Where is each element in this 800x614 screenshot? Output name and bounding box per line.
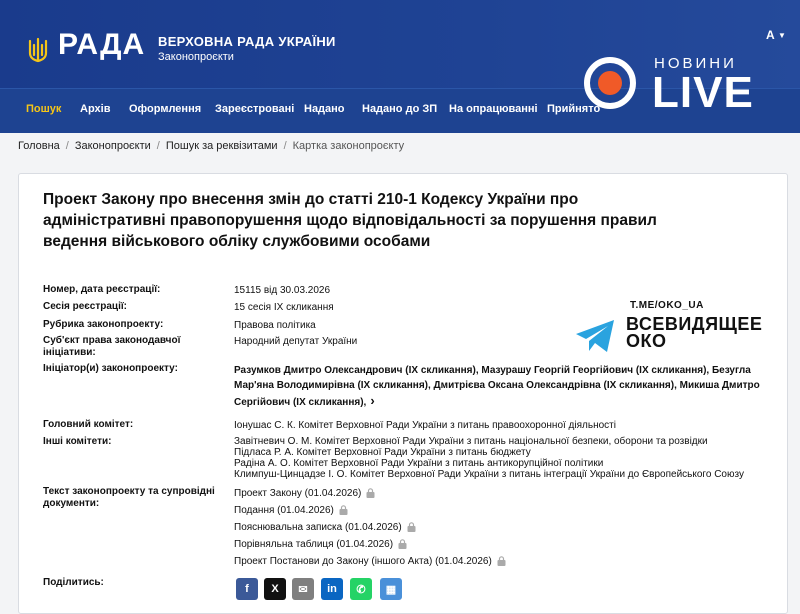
other-committee-item: Климпуш-Цинцадзе І. О. Комітет Верховної Ради України з питань інтеграції України до Європейського Союзу [234, 469, 744, 480]
nav-item-registered[interactable]: Зареєстровані [215, 103, 295, 115]
document-link-label[interactable]: Пояснювальна записка (01.04.2026) [234, 522, 402, 533]
bill-title: Проект Закону про внесення змін до статті 210-1 Кодексу України про адміністративні правопорушення щодо відповідальності за порушення правил ведення військового обліку службовими особами [43, 191, 657, 250]
watermark-live-small: НОВИНИ [654, 55, 737, 72]
breadcrumb-home[interactable]: Головна [18, 140, 60, 152]
nav-item-registration[interactable]: Оформлення [129, 103, 202, 115]
lock-icon [497, 556, 506, 566]
breadcrumb-search[interactable]: Пошук за реквізитами [165, 140, 278, 152]
document-link[interactable] [234, 556, 506, 567]
other-committee-item: Радіна А. О. Комітет Верховної Ради України з питань антикорупційної політики [234, 458, 604, 469]
value-rubric: Правова політика [234, 320, 316, 331]
watermark-name-line: ОКО [626, 331, 667, 351]
label-share: Поділитись: [43, 577, 104, 588]
nav-item-provided-zp[interactable]: Надано до ЗП [362, 103, 438, 115]
qr-code-icon[interactable]: ▦ [380, 578, 402, 600]
label-main-committee: Головний комітет: [43, 419, 134, 430]
site-header [0, 0, 800, 133]
value-main-committee: Іонушас С. К. Комітет Верховної Ради України з питань правоохоронної діяльності [234, 420, 616, 431]
watermark-telegram-url: T.ME/OKO_UA [630, 300, 704, 311]
bill-card [18, 173, 788, 614]
breadcrumb [18, 140, 404, 152]
lock-icon [366, 488, 375, 498]
nav-item-provided[interactable]: Надано [304, 103, 345, 115]
breadcrumb-separator: / [65, 140, 69, 152]
watermark-telegram-name [626, 316, 762, 350]
initiators-text[interactable]: Разумков Дмитро Олександрович (IX скликання), Мазурашу Георгій Георгійович (IX скликання), Безугла Мар'яна Володимирівна (IX скликання), Дмитрієва Оксана Олександрівна (IX скликання), Микиша Дмитро Сергійович (IX скликання), [234, 365, 760, 408]
other-committee-item: Підласа Р. А. Комітет Верховної Ради України з питань бюджету [234, 447, 531, 458]
nav-item-archive[interactable]: Архів [80, 103, 111, 115]
label-rubric: Рубрика законопроекту: [43, 319, 164, 330]
lock-icon [339, 505, 348, 515]
nav-item-in-progress[interactable]: На опрацюванні [449, 103, 538, 115]
facebook-icon[interactable]: f [236, 578, 258, 600]
nav-item-adopted[interactable]: Прийнято [547, 103, 601, 115]
other-committee-item: Завітневич О. М. Комітет Верховної Ради України з питань національної безпеки, оборони та розвідки [234, 436, 708, 447]
label-registration: Номер, дата реєстрації: [43, 284, 161, 295]
value-subject: Народний депутат України [234, 336, 358, 347]
live-logo-dot [598, 71, 622, 95]
document-link[interactable] [234, 539, 407, 550]
breadcrumb-separator: / [283, 140, 287, 152]
breadcrumb-bills[interactable]: Законопроєкти [74, 140, 151, 152]
nav-item-search[interactable]: Пошук [26, 103, 62, 115]
linkedin-icon[interactable]: in [321, 578, 343, 600]
document-link[interactable] [234, 522, 416, 533]
document-link[interactable] [234, 505, 348, 516]
document-link-label[interactable]: Порівняльна таблиця (01.04.2026) [234, 539, 394, 550]
document-link-label[interactable]: Проект Закону (01.04.2026) [234, 488, 362, 499]
breadcrumb-current: Картка законопроєкту [292, 140, 405, 152]
label-subject: Суб'єкт права законодавчої ініціативи: [43, 335, 181, 358]
value-initiators [234, 363, 774, 410]
document-link-label[interactable]: Проект Постанови до Закону (іншого Акта) (01.04.2026) [234, 556, 492, 567]
lock-icon [407, 522, 416, 532]
label-initiators: Ініціатор(и) законопроекту: [43, 363, 178, 374]
lock-icon [398, 539, 407, 549]
telegram-icon [574, 318, 616, 354]
breadcrumb-separator: / [156, 140, 160, 152]
language-button[interactable]: А [766, 28, 775, 42]
value-session: 15 сесія IX скликання [234, 302, 334, 313]
watermark-name-line: ВСЕВИДЯЩЕЕ [626, 314, 763, 334]
watermark-live-big: LIVE [652, 68, 754, 117]
chevron-down-icon[interactable]: ▼ [778, 31, 786, 40]
document-link[interactable] [234, 488, 375, 499]
value-registration: 15115 від 30.03.2026 [234, 285, 331, 296]
site-subtitle: Законопроєкти [158, 51, 234, 63]
label-other-committees: Інші комітети: [43, 436, 112, 447]
rada-logo[interactable]: РАДА [58, 28, 146, 61]
site-title: ВЕРХОВНА РАДА УКРАЇНИ [158, 34, 336, 49]
email-icon[interactable]: ✉ [292, 578, 314, 600]
x-icon[interactable]: X [264, 578, 286, 600]
document-link-label[interactable]: Подання (01.04.2026) [234, 505, 334, 516]
trident-icon[interactable] [24, 37, 52, 65]
label-documents: Текст законопроекту та супровідні документи: [43, 486, 215, 509]
label-session: Сесія реєстрації: [43, 301, 127, 312]
chevron-right-icon[interactable]: › [370, 393, 375, 408]
whatsapp-icon[interactable]: ✆ [350, 578, 372, 600]
